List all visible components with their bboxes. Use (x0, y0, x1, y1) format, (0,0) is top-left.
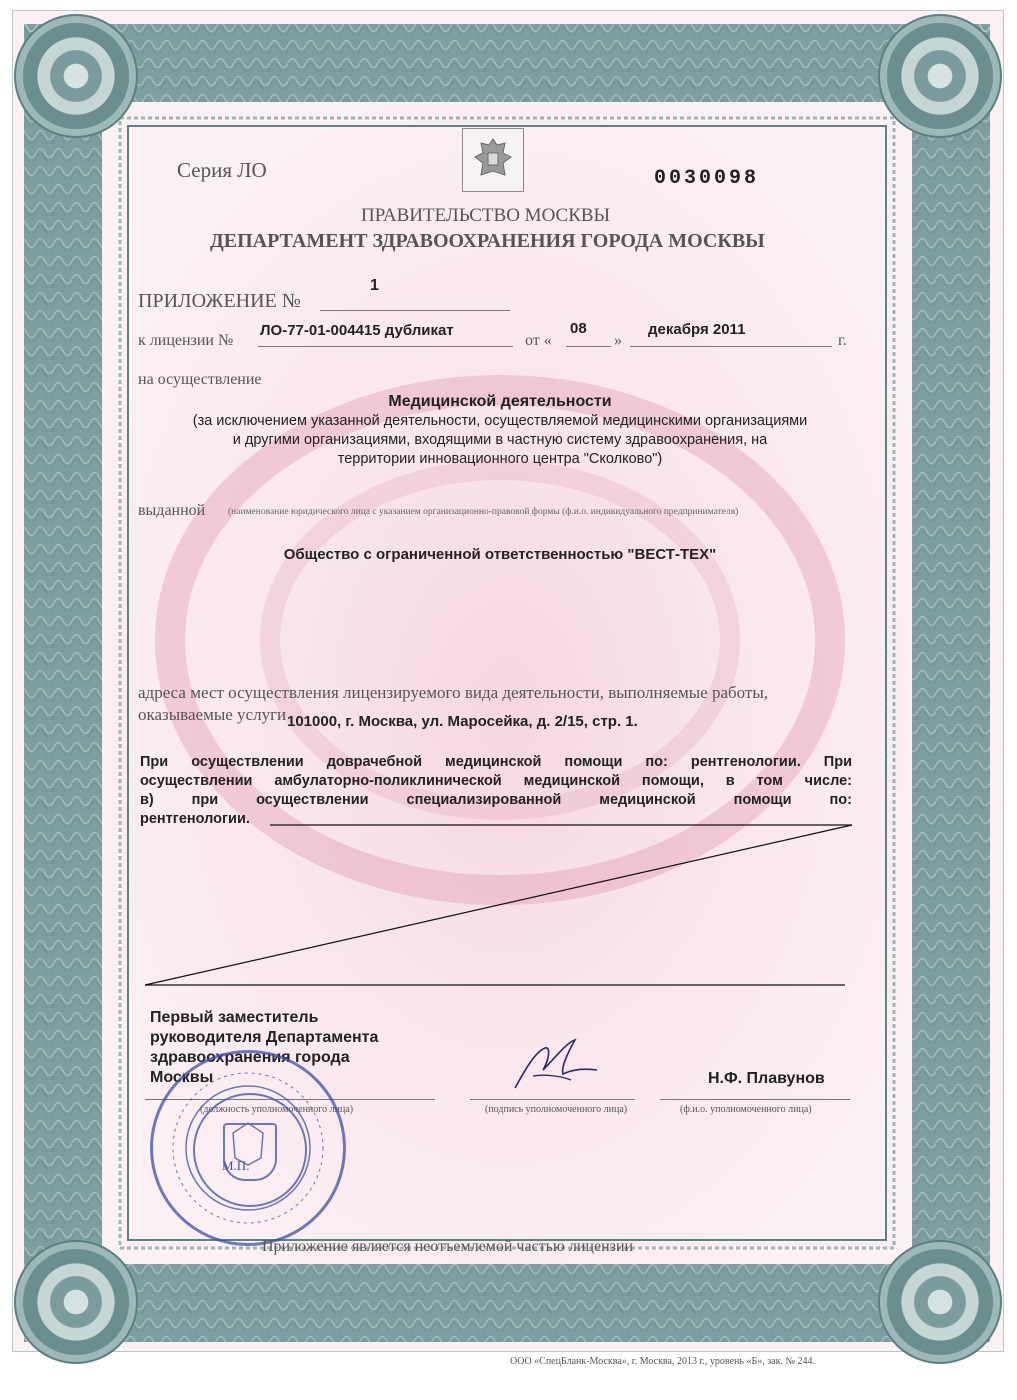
appendix-number: 1 (370, 277, 379, 294)
services-word: осуществлении (256, 792, 369, 808)
series-label: Серия ЛО (177, 158, 267, 182)
handwritten-signature (505, 1030, 605, 1100)
department-title: ДЕПАРТАМЕНТ ЗДРАВООХРАНЕНИЯ ГОРОДА МОСКВЫ (210, 230, 765, 252)
official-seal (150, 1050, 346, 1246)
name-line-rule (660, 1099, 850, 1100)
issued-hint: (наименование юридического лица с указанием организационно-правовой формы (ф.и.о. индивидуального предпринимателя) (228, 507, 739, 517)
license-day: 08 (570, 320, 587, 337)
caption-signature: (подпись уполномоченного лица) (485, 1104, 628, 1115)
services-line: рентгенологии. (140, 811, 250, 827)
license-month-year: декабря 2011 (648, 321, 746, 338)
seal-ring-text (153, 1053, 343, 1243)
address-label: адреса мест осуществления лицензируемого вида деятельности, выполняемые работы, (138, 683, 769, 702)
activity-line: территории инновационного центра "Сколково") (337, 451, 663, 467)
issued-label: выданной (138, 502, 206, 519)
position-line: руководителя Департамента (150, 1029, 379, 1046)
services-word: по: (829, 792, 852, 808)
activity-label: на осуществление (138, 371, 262, 388)
address-value: 101000, г. Москва, ул. Маросейка, д. 2/15, стр. 1. (287, 713, 638, 730)
services-word: специализированной (406, 792, 562, 808)
address-label-cont: оказываемые услуги (138, 705, 287, 724)
date-close-quote: » (614, 332, 622, 349)
services-line: При осуществлении доврачебной медицинской помощи по: рентгенологии. При (140, 754, 852, 770)
services-word: при (191, 792, 219, 808)
stamp-place-mark: М.П. (222, 1158, 250, 1173)
license-number: ЛО-77-01-004415 дубликат (260, 322, 454, 339)
organization-name: Общество с ограниченной ответственностью "ВЕСТ-ТЕХ" (283, 546, 717, 563)
services-word: медицинской (599, 792, 696, 808)
services-word: в) (140, 792, 154, 808)
government-title: ПРАВИТЕЛЬСТВО МОСКВЫ (361, 205, 611, 226)
date-from-label: от « (525, 332, 552, 349)
activity-line: и другими организациями, входящими в частную систему здравоохранения, на (232, 432, 768, 448)
license-prefix: к лицензии № (138, 332, 234, 349)
year-suffix: г. (838, 332, 847, 349)
caption-position: (должность уполномоченного лица) (200, 1104, 354, 1115)
position-line: здравоохранения города (150, 1049, 350, 1066)
appendix-label: ПРИЛОЖЕНИЕ № (138, 290, 301, 312)
activity-title: Медицинской деятельности (388, 393, 612, 410)
services-line: осуществлении амбулаторно-поликлинической медицинской помощи, в том числе: (140, 773, 852, 789)
position-line: Первый заместитель (150, 1009, 319, 1026)
footer-note: Приложение является неотъемлемой частью лицензии (262, 1238, 634, 1255)
activity-line: (за исключением указанной деятельности, осуществляемой медицинскими организациями (192, 413, 808, 429)
form-number: 0030098 (654, 167, 760, 190)
caption-name: (ф.и.о. уполномоченного лица) (680, 1104, 812, 1115)
position-line: Москвы (150, 1069, 214, 1086)
services-word: помощи (733, 792, 792, 808)
signatory-name: Н.Ф. Плавунов (708, 1070, 825, 1087)
printer-info: ООО «СпецБланк-Москва», г. Москва, 2013 г., уровень «Б», зак. № 244. (510, 1356, 815, 1367)
